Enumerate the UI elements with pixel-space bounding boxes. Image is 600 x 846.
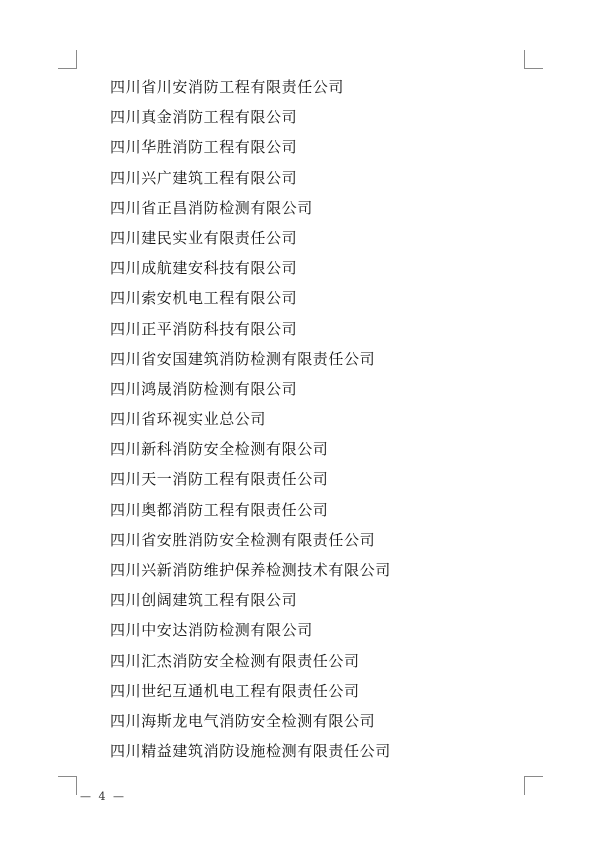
list-item: 四川真金消防工程有限公司 (110, 108, 298, 127)
list-item: 四川兴新消防维护保养检测技术有限公司 (110, 561, 391, 579)
list-item: 四川建民实业有限责任公司 (110, 228, 298, 247)
list-item: 四川新科消防安全检测有限公司 (110, 440, 329, 459)
crop-mark-bottom-right (524, 776, 543, 795)
list-item: 四川创阔建筑工程有限公司 (110, 591, 298, 610)
crop-mark-top-left (58, 50, 77, 69)
list-item: 四川汇杰消防安全检测有限责任公司 (110, 651, 360, 670)
list-item: 四川成航建安科技有限公司 (110, 259, 298, 278)
list-item: 四川奥都消防工程有限责任公司 (110, 500, 329, 519)
list-item: 四川天一消防工程有限责任公司 (110, 470, 329, 489)
list-item: 四川省川安消防工程有限责任公司 (110, 78, 345, 96)
list-item: 四川省正昌消防检测有限公司 (110, 198, 313, 217)
list-item: 四川省安胜消防安全检测有限责任公司 (110, 530, 376, 549)
list-item: 四川索安机电工程有限公司 (110, 289, 298, 308)
list-item: 四川中安达消防检测有限公司 (110, 621, 313, 640)
list-item: 四川海斯龙电气消防安全检测有限公司 (110, 711, 376, 730)
page-number: — 4 — (80, 790, 126, 803)
list-item: 四川华胜消防工程有限公司 (110, 138, 298, 157)
company-list (110, 76, 391, 770)
list-item: 四川省安国建筑消防检测有限责任公司 (110, 349, 376, 368)
list-item: 四川省环视实业总公司 (110, 410, 267, 429)
crop-mark-top-right (524, 50, 543, 69)
list-item: 四川正平消防科技有限公司 (110, 319, 298, 338)
list-item: 四川兴广建筑工程有限公司 (110, 168, 298, 187)
list-item: 四川精益建筑消防设施检测有限责任公司 (110, 742, 391, 761)
list-item: 四川鸿晟消防检测有限公司 (110, 379, 298, 398)
list-item: 四川世纪互通机电工程有限责任公司 (110, 681, 360, 700)
crop-mark-bottom-left (58, 776, 77, 795)
